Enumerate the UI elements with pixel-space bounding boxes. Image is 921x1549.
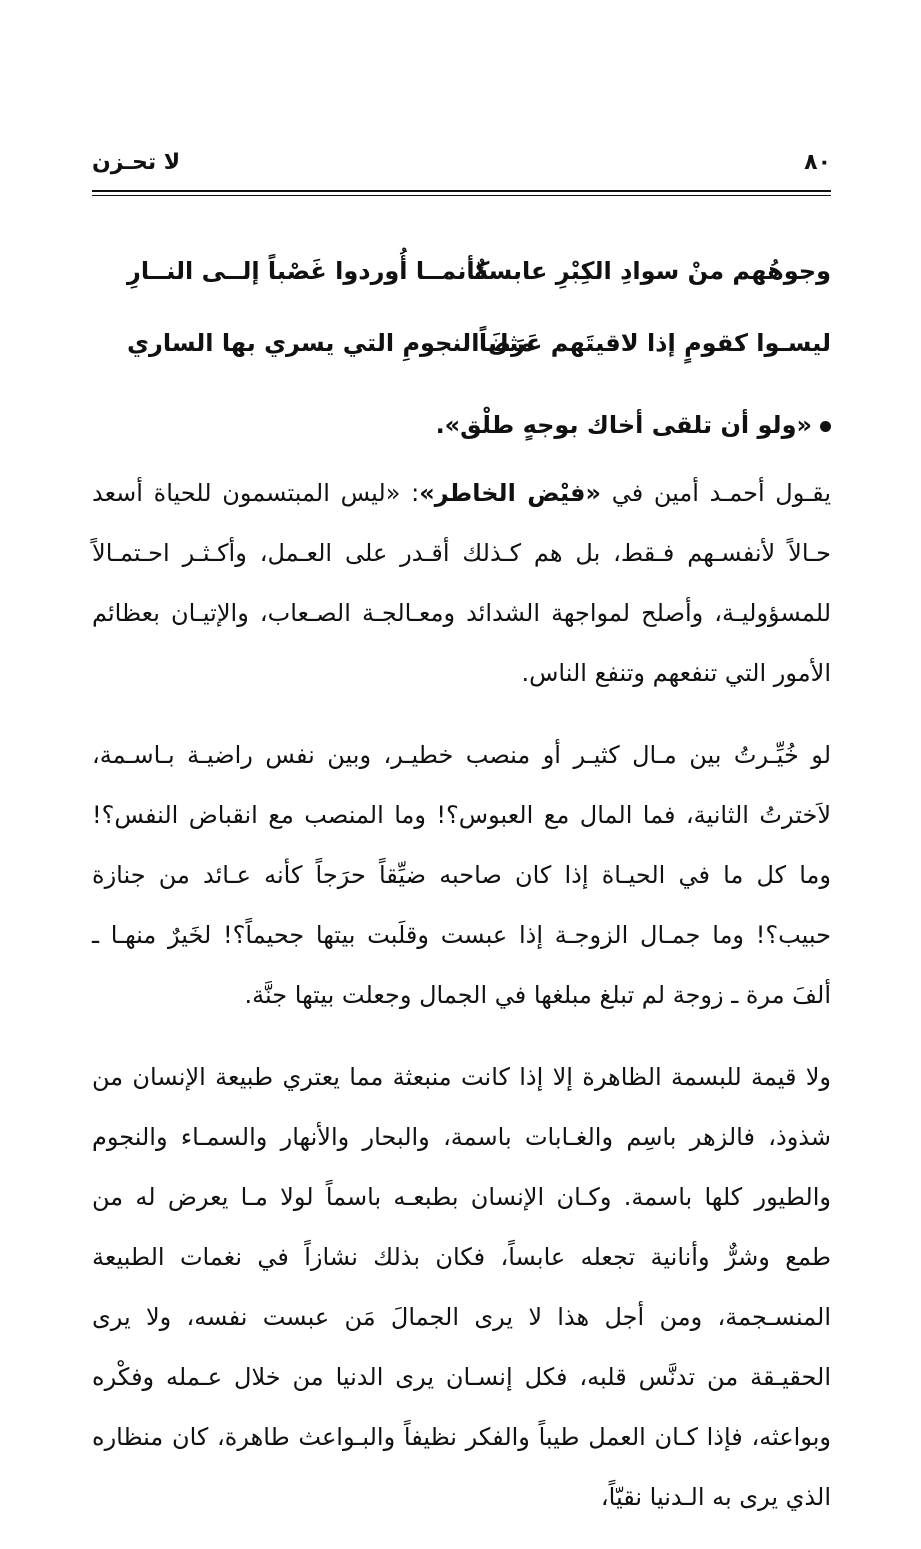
paragraph-text: : «ليس المبتسمون للحياة أسعد حـالاً لأنفسـهم فـقط، بل هم كـذلك أقـدر على العـمل، وأكـثـر احـتمـالاً للمسؤوليـة، وأصلح لمواجهة الشدائد ومعـالجـة الصـعاب، والإتيـان بعظائم الأمور التي تنفعهم وتنفع الناس. [92, 479, 831, 687]
paragraph [92, 463, 831, 703]
paragraph: لو خُيِّـرتُ بين مـال كثيـر أو منصب خطيـر، وبين نفس راضيـة بـاسـمة، لاَخترتُ الثانية، فما المال مع العبوس؟! وما المنصب مع انقباض النفس؟! وما كل ما في الحيـاة إذا كان صاحبه ضيِّقاً حرَجاً كأنه عـائد من جنازة حبيب؟! وما جمـال الزوجـة إذا عبست وقلَبت بيتها جحيماً؟! لخَيرٌ منهـا ـ ألفَ مرة ـ زوجة لم تبلغ مبلغها في الجمال وجعلت بيتها جنَّة. [92, 741, 831, 1009]
poem-verse [92, 245, 831, 317]
hadith-quote [92, 389, 831, 461]
verse-first-hemistich: ليسـوا كقومٍ إذا لاقيتَهم عَرَضاً [478, 329, 831, 357]
verse-second-hemistich: مثلَ النجومِ التي يسري بها الساري [127, 329, 534, 357]
page-number: ٨٠ [804, 150, 831, 175]
running-title: لا تحـزن [92, 150, 181, 175]
paragraph-intro: يقـول أحمـد أمين في [611, 479, 831, 507]
verse-second-hemistich: كأنمــا أُوردوا غَصْباً إلــى النــارِ [127, 257, 490, 285]
bullet-icon [820, 421, 831, 432]
page-header [92, 150, 831, 180]
verse-first-hemistich: وجوهُهم منْ سوادِ الكِبْرِ عابسةٌ [474, 257, 831, 285]
header-rule-thick [92, 190, 831, 192]
poem-verse [92, 317, 831, 389]
header-rule-thin [92, 195, 831, 196]
hadith-text: «ولو أن تلقى أخاك بوجهٍ طلْق». [435, 411, 812, 439]
page-body [92, 245, 831, 1549]
paragraph: ولا قيمة للبسمة الظاهرة إلا إذا كانت منبعثة مما يعتري طبيعة الإنسان من شذوذ، فالزهر باسِم والغـابات باسمة، والبحار والأنهار والسمـاء والنجوم والطيور كلها باسمة. وكـان الإنسان بطبعـه باسماً لولا مـا يعرض له من طمع وشرٌّ وأنانية تجعله عابساً، فكان بذلك نشازاً في نغمات الطبيعة المنسـجمة، ومن أجل هذا لا يرى الجمالَ مَن عبست نفسه، ولا يرى الحقيـقة من تدنَّس قلبه، فكل إنسـان يرى الدنيا من خلال عـمله وفكْره وبواعثه، فإذا كـان العمل طيباً والفكر نظيفاً والبـواعث طاهرة، كان منظاره الذي يرى به الـدنيا نقيّاً، [92, 1063, 831, 1511]
book-title: «فيْض الخاطر» [419, 479, 601, 507]
